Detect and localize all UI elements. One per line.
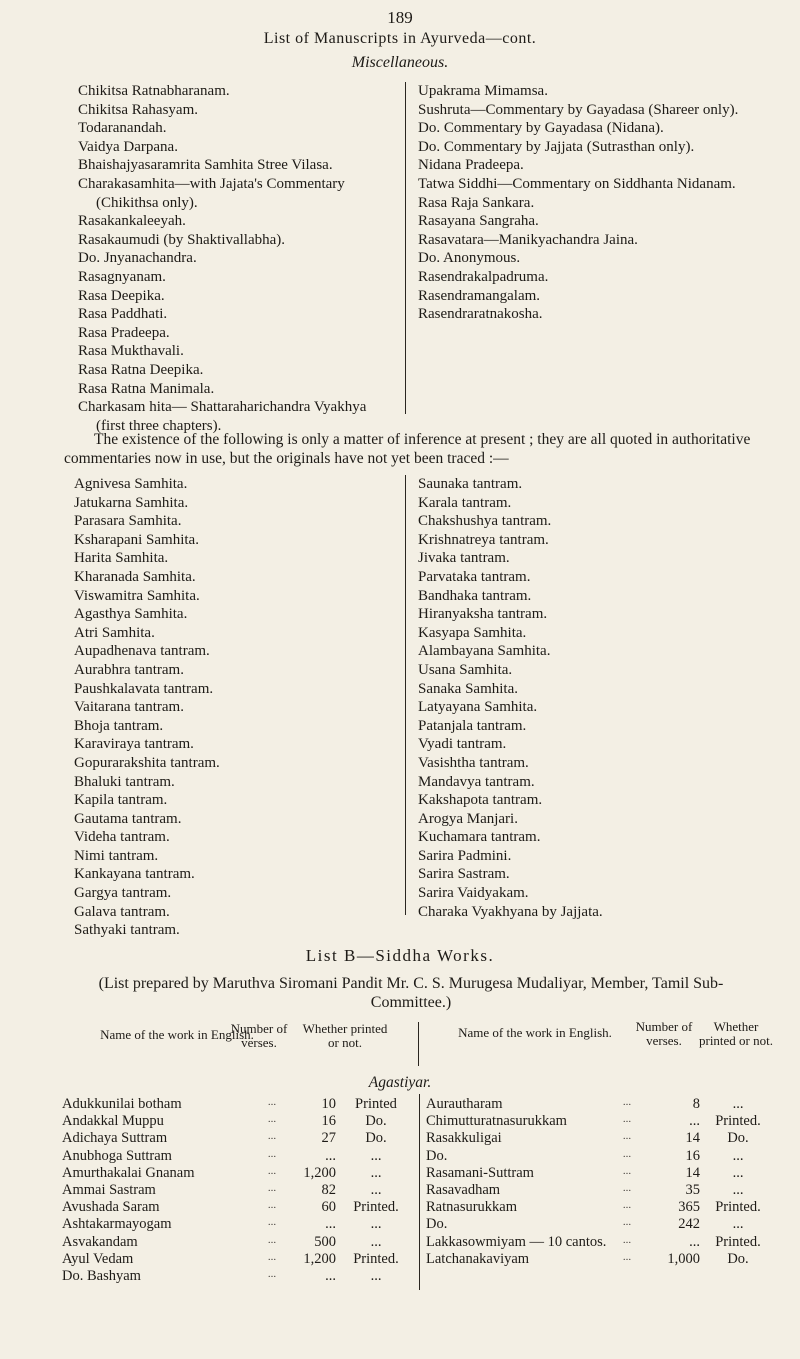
printed-status-cell: Printed. [715, 1113, 761, 1130]
list-item: Rasa Pradeepa. [78, 324, 170, 341]
list-item: Vaidya Darpana. [78, 138, 178, 155]
verse-count-cell: 16 [321, 1113, 336, 1130]
list-item: Sarira Sastram. [418, 866, 510, 883]
list-item: Rasa Mukthavali. [78, 343, 184, 360]
list-item: Karala tantram. [418, 494, 512, 511]
verse-count-cell: ... [689, 1233, 700, 1250]
list-item: Gautama tantram. [74, 810, 182, 827]
list-item: Videha tantram. [74, 829, 170, 846]
leader-dots: ... [622, 1233, 632, 1246]
table-row [426, 1234, 776, 1251]
work-name-cell: Do. [426, 1216, 448, 1233]
list-item: Kapila tantram. [74, 792, 168, 809]
leader-dots: ... [267, 1164, 277, 1177]
list-item: Charaka Vyakhyana by Jajjata. [418, 903, 603, 920]
table-row [426, 1148, 776, 1165]
list-item: Latyayana Samhita. [418, 699, 538, 716]
table-row [62, 1096, 416, 1113]
list-item: Charkasam hita— Shattaraharichandra Vyakhya (first three chapters). [78, 399, 367, 434]
list-item: Chikitsa Rahasyam. [78, 101, 198, 118]
printed-status-cell: ... [732, 1216, 744, 1233]
verse-count-cell: 242 [678, 1216, 700, 1233]
leader-dots: ... [622, 1113, 632, 1126]
header-whether-left: Whether printed or not. [302, 1021, 388, 1050]
list-item: Galava tantram. [74, 903, 170, 920]
list-item: Rasendramangalam. [418, 287, 541, 304]
section-title: Miscellaneous. [351, 54, 449, 71]
list-item: Kasyapa Samhita. [418, 624, 527, 641]
leader-dots: ... [267, 1181, 277, 1194]
leader-dots: ... [267, 1130, 277, 1143]
leader-dots: ... [622, 1147, 632, 1160]
printed-status-cell: ... [370, 1147, 382, 1164]
verse-count-cell: 10 [321, 1096, 336, 1112]
leader-dots: ... [622, 1216, 632, 1229]
list-item: Karaviraya tantram. [74, 736, 194, 753]
list-item: Parasara Samhita. [74, 513, 182, 530]
header-number-right: Number of verses. [635, 1019, 693, 1048]
leader-dots: ... [267, 1147, 277, 1160]
table-row [426, 1182, 776, 1199]
table-row [62, 1165, 416, 1182]
verse-count-cell: ... [325, 1267, 336, 1284]
list-item: Atri Samhita. [74, 624, 155, 641]
verse-count-cell: ... [325, 1147, 336, 1164]
list-item: Jatukarna Samhita. [74, 494, 189, 511]
list-item: Sarira Padmini. [418, 847, 512, 864]
table-row [62, 1199, 416, 1216]
list-item: Jivaka tantram. [418, 550, 510, 567]
printed-status-cell: ... [370, 1233, 382, 1250]
list-item: Upakrama Mimamsa. [418, 83, 548, 99]
table-row [62, 1234, 416, 1251]
list-item: Arogya Manjari. [418, 810, 518, 827]
header-whether-right: Whether printed or not. [698, 1019, 773, 1048]
list-item: Sushruta—Commentary by Gayadasa (Shareer only). [418, 101, 739, 118]
printed-status-cell: Printed. [353, 1199, 399, 1216]
list-item: Bhaishajyasaramrita Samhita Stree Vilasa. [78, 157, 333, 174]
list-item: Saunaka tantram. [418, 476, 523, 492]
work-name-cell: Ashtakarmayogam [62, 1216, 172, 1233]
verse-count-cell: ... [325, 1216, 336, 1233]
printed-status-cell: ... [370, 1164, 382, 1181]
list-item: Hiranyaksha tantram. [418, 606, 548, 623]
printed-status-cell: Printed. [715, 1233, 761, 1250]
printed-status-cell: ... [370, 1181, 382, 1198]
verse-count-cell: 14 [685, 1130, 700, 1147]
table-row [62, 1148, 416, 1165]
work-name-cell: Ratnasurukkam [426, 1199, 518, 1216]
list-item: Rasa Ratna Deepika. [78, 361, 204, 378]
header-divider [418, 1022, 419, 1066]
leader-dots: ... [622, 1181, 632, 1194]
verse-count-cell: 500 [314, 1233, 336, 1250]
list-item: Rasakankaleeyah. [78, 213, 186, 230]
table-row [62, 1182, 416, 1199]
list-item: Tatwa Siddhi—Commentary on Siddhanta Nidanam. [418, 175, 736, 192]
prepared-by-note: (List prepared by Maruthva Siromani Pandit Mr. C. S. Murugesa Mudaliyar, Member, Tamil Sub-Committee.) [98, 975, 724, 1011]
list-item: Ksharapani Samhita. [74, 531, 199, 548]
list-item: Charakasamhita—with Jajata's Commentary (Chikithsa only). [78, 175, 345, 211]
inference-paragraph: The existence of the following is only a matter of inference at present ; they are all quoted in authoritative commentaries now in use, but the originals have not yet been traced :— [64, 431, 751, 467]
table-row [62, 1113, 416, 1130]
leader-dots: ... [622, 1250, 632, 1263]
work-name-cell: Adichaya Suttram [62, 1130, 168, 1147]
leader-dots: ... [622, 1199, 632, 1212]
leader-dots: ... [267, 1216, 277, 1229]
list-item: Bhoja tantram. [74, 717, 164, 734]
table-divider [419, 1094, 420, 1290]
work-name-cell: Anubhoga Suttram [62, 1147, 172, 1164]
list-item: Rasendrakalpadruma. [418, 268, 549, 285]
verse-count-cell: 1,200 [303, 1250, 336, 1267]
list-item: Rasa Deepika. [78, 287, 165, 304]
list-item: Rasagnyanam. [78, 268, 166, 285]
verse-count-cell: 365 [678, 1199, 700, 1216]
list-item: Do. Jnyanachandra. [78, 250, 197, 267]
printed-status-cell: ... [732, 1164, 744, 1181]
table-row [426, 1251, 776, 1268]
list-item: Paushkalavata tantram. [74, 680, 214, 697]
table-row [426, 1130, 776, 1147]
verse-count-cell: 27 [321, 1130, 336, 1147]
list-item: Rasayana Sangraha. [418, 213, 539, 230]
siddha-table-right [426, 1096, 776, 1268]
printed-status-cell: ... [732, 1147, 744, 1164]
list-item: Chikitsa Ratnabharanam. [78, 83, 230, 99]
leader-dots: ... [622, 1130, 632, 1143]
printed-status-cell: Printed. [715, 1199, 761, 1216]
table-row [62, 1130, 416, 1147]
work-name-cell: Do. Bashyam [62, 1267, 141, 1284]
misc-right-column [418, 82, 750, 324]
work-name-cell: Aurautharam [426, 1096, 503, 1112]
work-name-cell: Amurthakalai Gnanam [62, 1164, 195, 1181]
list-item: Kuchamara tantram. [418, 829, 541, 846]
list-item: Patanjala tantram. [418, 717, 527, 734]
printed-status-cell: Printed [355, 1096, 397, 1112]
list-item: Rasa Raja Sankara. [418, 194, 535, 211]
verse-count-cell: 1,200 [303, 1164, 336, 1181]
list-item: Rasakaumudi (by Shaktivallabha). [78, 231, 286, 248]
work-name-cell: Rasakkuligai [426, 1130, 502, 1147]
verse-count-cell: 82 [321, 1181, 336, 1198]
work-name-cell: Adukkunilai botham [62, 1096, 182, 1112]
list-item: Kharanada Samhita. [74, 568, 196, 585]
header-name-left: Name of the work in English. [100, 1027, 254, 1042]
list-item: Rasa Paddhati. [78, 306, 168, 323]
list-item: Kakshapota tantram. [418, 792, 543, 809]
list-item: Harita Samhita. [74, 550, 169, 567]
work-name-cell: Ammai Sastram [62, 1181, 156, 1198]
list-item: Do. Commentary by Gayadasa (Nidana). [418, 120, 664, 137]
leader-dots: ... [267, 1096, 277, 1108]
verse-count-cell: 1,000 [667, 1250, 700, 1267]
misc-left-column [78, 82, 396, 435]
printed-status-cell: ... [732, 1096, 744, 1112]
verse-count-cell: 8 [692, 1096, 700, 1112]
table-row [426, 1096, 776, 1113]
header-number-left: Number of verses. [230, 1021, 288, 1050]
list-item: Nidana Pradeepa. [418, 157, 524, 174]
table-row [62, 1216, 416, 1233]
verse-count-cell: 16 [685, 1147, 700, 1164]
leader-dots: ... [267, 1113, 277, 1126]
column-divider-2 [405, 475, 406, 915]
verse-count-cell: 14 [685, 1164, 700, 1181]
inferred-left-column [74, 475, 394, 940]
list-item: Todaranandah. [78, 120, 167, 137]
work-name-cell: Ayul Vedam [62, 1250, 134, 1267]
list-item: Sathyaki tantram. [74, 922, 180, 939]
printed-status-cell: Do. [365, 1130, 387, 1147]
leader-dots: ... [622, 1096, 632, 1108]
work-name-cell: Asvakandam [62, 1233, 138, 1250]
table-row [62, 1268, 416, 1285]
siddha-table-left [62, 1096, 416, 1285]
leader-dots: ... [267, 1250, 277, 1263]
subsection-title: Agastiyar. [368, 1074, 432, 1091]
list-item: Nimi tantram. [74, 847, 159, 864]
list-item: Bhaluki tantram. [74, 773, 175, 790]
work-name-cell: Rasamani-Suttram [426, 1164, 534, 1181]
work-name-cell: Andakkal Muppu [62, 1113, 164, 1130]
inferred-right-column [418, 475, 750, 921]
list-item: Mandavya tantram. [418, 773, 535, 790]
list-item: Alambayana Samhita. [418, 643, 551, 660]
list-item: Aurabhra tantram. [74, 661, 184, 678]
list-item: Krishnatreya tantram. [418, 531, 549, 548]
printed-status-cell: Do. [727, 1250, 749, 1267]
list-b-title: List B—Siddha Works. [305, 946, 495, 965]
header-name-right: Name of the work in English. [458, 1025, 612, 1040]
list-item: Viswamitra Samhita. [74, 587, 200, 604]
list-item: Chakshushya tantram. [418, 513, 552, 530]
table-row [426, 1165, 776, 1182]
column-divider [405, 82, 406, 414]
work-name-cell: Lakkasowmiyam — 10 cantos. [426, 1233, 607, 1250]
list-item: Sarira Vaidyakam. [418, 885, 529, 902]
verse-count-cell: 60 [321, 1199, 336, 1216]
verse-count-cell: ... [689, 1113, 700, 1130]
printed-status-cell: ... [370, 1216, 382, 1233]
list-item: Agasthya Samhita. [74, 606, 188, 623]
list-item: Gargya tantram. [74, 885, 172, 902]
list-item: Vyadi tantram. [418, 736, 507, 753]
running-title: List of Manuscripts in Ayurveda—cont. [263, 30, 537, 47]
work-name-cell: Latchanakaviyam [426, 1250, 530, 1267]
printed-status-cell: Do. [727, 1130, 749, 1147]
list-item: Rasavatara—Manikyachandra Jaina. [418, 231, 638, 248]
table-row [426, 1199, 776, 1216]
leader-dots: ... [267, 1199, 277, 1212]
work-name-cell: Chimutturatnasurukkam [426, 1113, 567, 1130]
table-row [426, 1216, 776, 1233]
leader-dots: ... [622, 1164, 632, 1177]
list-item: Sanaka Samhita. [418, 680, 518, 697]
list-item: Do. Anonymous. [418, 250, 521, 267]
printed-status-cell: Printed. [353, 1250, 399, 1267]
list-item: Gopurarakshita tantram. [74, 754, 220, 771]
list-item: Rasendraratnakosha. [418, 306, 543, 323]
list-item: Parvataka tantram. [418, 568, 531, 585]
list-item: Kankayana tantram. [74, 866, 195, 883]
leader-dots: ... [267, 1233, 277, 1246]
list-item: Usana Samhita. [418, 661, 513, 678]
list-item: Vasishtha tantram. [418, 754, 529, 771]
list-item: Bandhaka tantram. [418, 587, 532, 604]
work-name-cell: Rasavadham [426, 1181, 501, 1198]
list-item: Aupadhenava tantram. [74, 643, 210, 660]
page-number: 189 [387, 8, 413, 27]
work-name-cell: Do. [426, 1147, 448, 1164]
list-item: Rasa Ratna Manimala. [78, 380, 215, 397]
verse-count-cell: 35 [685, 1181, 700, 1198]
list-item: Do. Commentary by Jajjata (Sutrasthan only). [418, 138, 695, 155]
leader-dots: ... [267, 1267, 277, 1280]
list-item: Agnivesa Samhita. [74, 476, 188, 492]
printed-status-cell: ... [370, 1267, 382, 1284]
printed-status-cell: ... [732, 1181, 744, 1198]
work-name-cell: Avushada Saram [62, 1199, 160, 1216]
table-row [426, 1113, 776, 1130]
list-item: Vaitarana tantram. [74, 699, 184, 716]
table-row [62, 1251, 416, 1268]
printed-status-cell: Do. [365, 1113, 387, 1130]
